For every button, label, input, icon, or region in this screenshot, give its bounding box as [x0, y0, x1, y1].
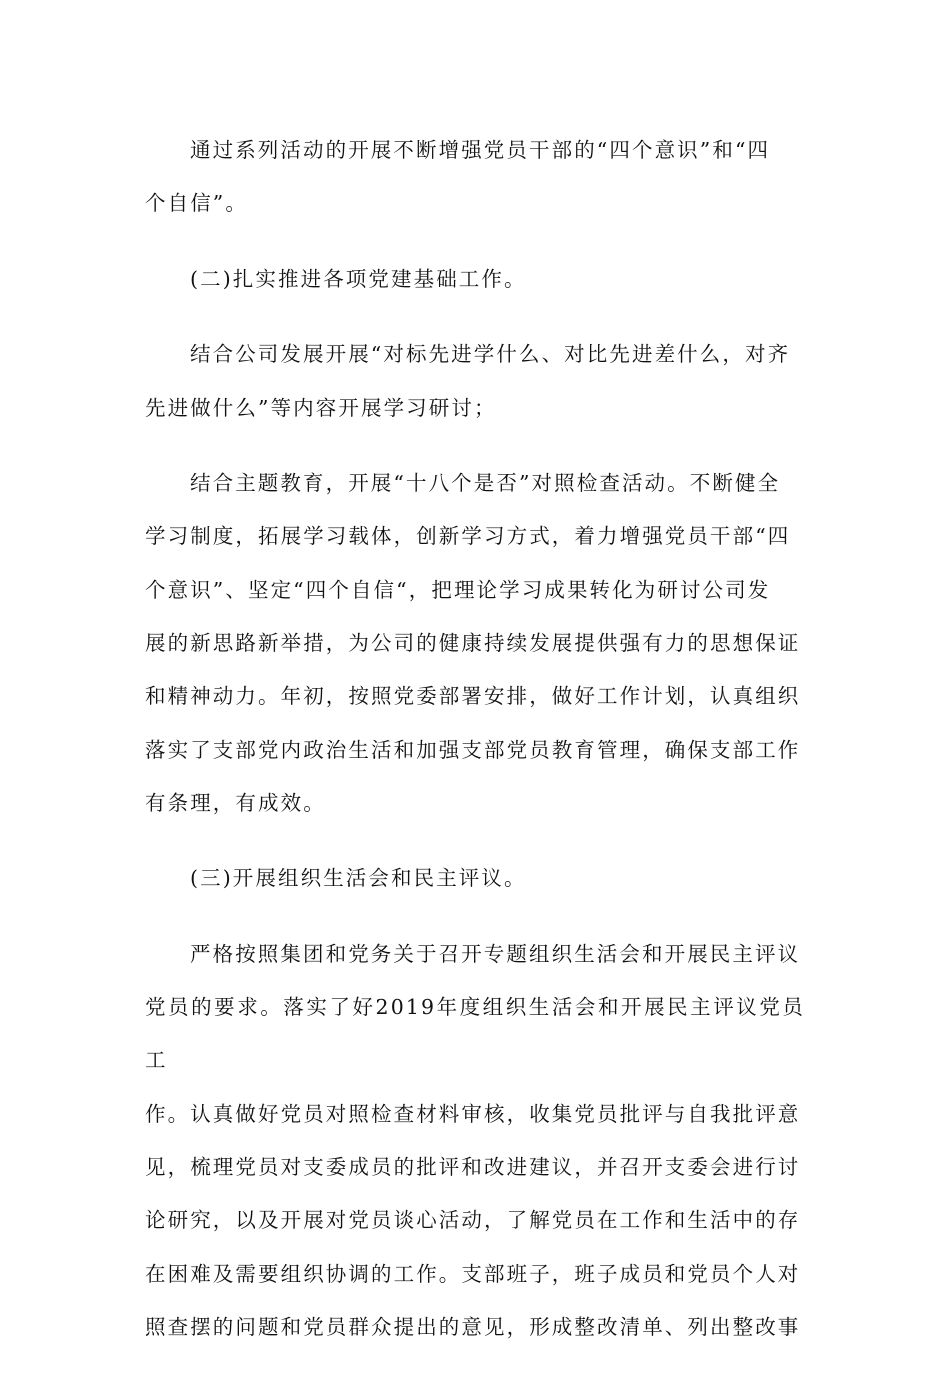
text-line: 在困难及需要组织协调的工作。支部班子，班子成员和党员个人对 [145, 1261, 801, 1286]
text-line: 通过系列活动的开展不断增强党员干部的“四个意识”和“四 [190, 138, 771, 162]
text-line: 和精神动力。年初，按照党委部署安排，做好工作计划，认真组织 [145, 684, 801, 709]
text-line: 个自信”。 [145, 191, 248, 216]
paragraph-6 [145, 928, 805, 1354]
text-line: 结合主题教育，开展“十八个是否”对照检查活动。不断健全 [190, 471, 781, 496]
paragraph-4 [145, 457, 805, 830]
text-line: 严格按照集团和党务关于召开专题组织生活会和开展民主评议 [190, 941, 801, 966]
text-line: 展的新思路新举措，为公司的健康持续发展提供强有力的思想保证 [145, 630, 801, 655]
paragraph-1 [145, 124, 805, 231]
section-heading-3 [145, 852, 805, 905]
text-line: 见，梳理党员对支委成员的批评和改进建议，并召开支委会进行讨 [145, 1154, 801, 1179]
text-line: 落实了支部党内政治生活和加强支部党员教育管理，确保支部工作 [145, 737, 801, 762]
heading-text: (二)扎实推进各项党建基础工作。 [190, 266, 527, 291]
text-line: 学习制度，拓展学习载体，创新学习方式，着力增强党员干部“四 [145, 524, 791, 549]
heading-text: (三)开展组织生活会和民主评议。 [190, 866, 527, 891]
text-line: 先进做什么”等内容开展学习研讨； [145, 395, 497, 420]
section-heading-2 [145, 253, 805, 306]
text-line: 作。认真做好党员对照检查材料审核，收集党员批评与自我批评意 [145, 1101, 801, 1126]
text-line: 有条理，有成效。 [145, 790, 326, 815]
text-line: 照查摆的问题和党员群众提出的意见，形成整改清单、列出整改事 [145, 1314, 801, 1339]
text-line: 结合公司发展开展“对标先进学什么、对比先进差什么，对齐 [190, 342, 791, 367]
text-line: 党员的要求。落实了好2019年度组织生活会和开展民主评议党员工 [145, 995, 805, 1073]
text-line: 论研究，以及开展对党员谈心活动，了解党员在工作和生活中的存 [145, 1208, 801, 1233]
text-line: 个意识”、坚定“四个自信“，把理论学习成果转化为研讨公司发 [145, 577, 771, 602]
paragraph-3 [145, 328, 805, 435]
document-page [145, 124, 805, 1376]
